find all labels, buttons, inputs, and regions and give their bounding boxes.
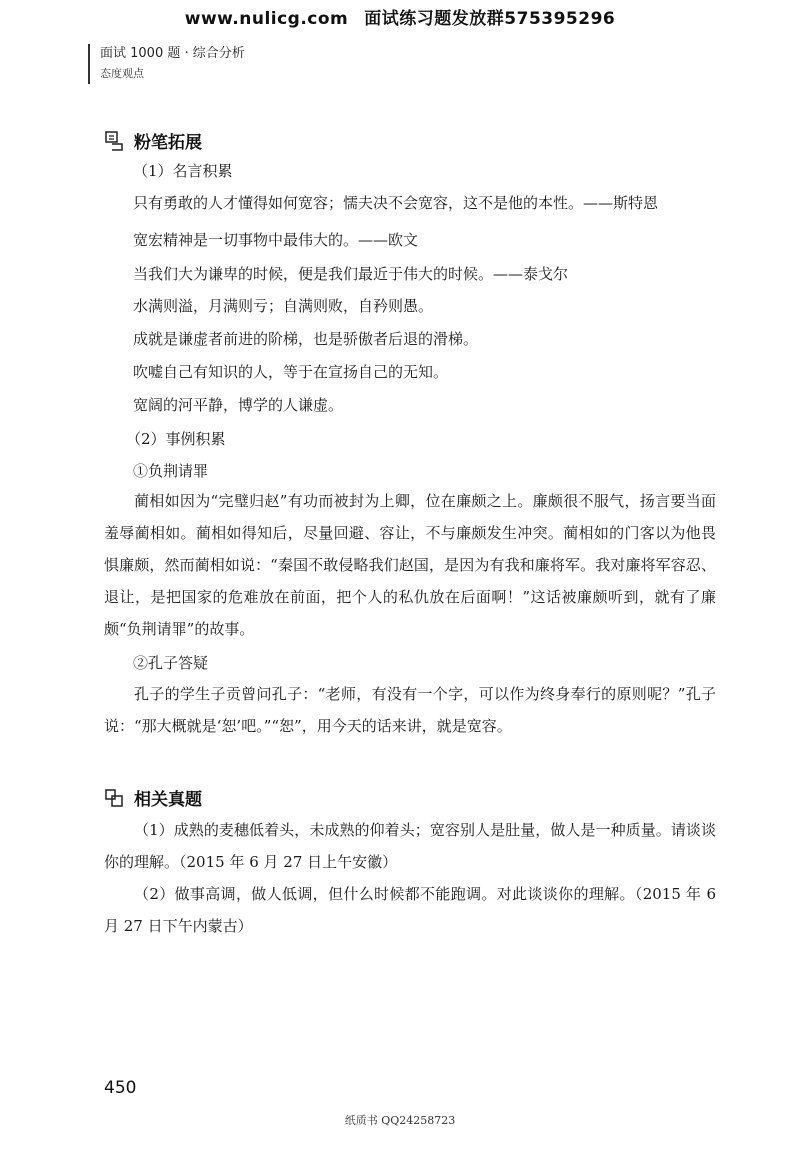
section-heading-extension — [104, 128, 202, 153]
watermark-url: www.nulicg.com — [184, 9, 349, 29]
quote-line: 吹嘘自己有知识的人，等于在宣扬自己的无知。 — [133, 363, 449, 381]
watermark-group: 面试练习题发放群575395296 — [364, 9, 616, 29]
quote-line: 水满则溢，月满则亏；自满则败，自矜则愚。 — [133, 297, 434, 315]
book-title: 面试 1000 题 · 综合分析 — [100, 46, 245, 61]
quote-line: 宽宏精神是一切事物中最伟大的。——欧文 — [133, 231, 419, 249]
quote-line: 当我们大为谦卑的时候，便是我们最近于伟大的时候。——泰戈尔 — [133, 265, 569, 283]
exam-question-2: （2）做事高调，做人低调，但什么时候都不能跑调。对此谈谈你的理解。（2015 年 6 月 27 日下午内蒙古） — [104, 885, 716, 935]
quote-line: 只有勇敢的人才懂得如何宽容；懦夫决不会宽容，这不是他的本性。——斯特恩 — [133, 194, 659, 212]
exam-section-icon — [104, 788, 124, 808]
section-heading-exam — [104, 785, 202, 810]
footer-text: 纸质书 QQ24258723 — [344, 1114, 456, 1127]
case2-title: ②孔子答疑 — [133, 654, 209, 672]
section-title: 粉笔拓展 — [134, 133, 202, 153]
page-number: 450 — [104, 1078, 137, 1098]
cases-heading: （2）事例积累 — [126, 430, 226, 448]
quote-line: 成就是谦虚者前进的阶梯，也是骄傲者后退的滑梯。 — [133, 330, 479, 348]
chalk-section-icon — [104, 130, 124, 152]
section-title: 相关真题 — [134, 790, 202, 810]
case2-paragraph: 孔子的学生子贡曾问孔子：“老师，有没有一个字，可以作为终身奉行的原则呢？”孔子说：“那大概就是‘恕’吧。”“恕”，用今天的话来讲，就是宽容。 — [104, 685, 716, 735]
case1-title: ①负荆请罪 — [133, 462, 209, 480]
running-header — [88, 44, 245, 84]
quotes-heading: （1）名言积累 — [133, 162, 233, 180]
case1-paragraph: 蔺相如因为“完璧归赵”有功而被封为上卿，位在廉颇之上。廉颇很不服气，扬言要当面羞辱蔺相如。蔺相如得知后，尽量回避、容让，不与廉颇发生冲突。蔺相如的门客以为他畏惧廉颇，然而蔺相如说：“秦国不敢侵略我们赵国，是因为有我和廉将军。我对廉将军容忍、退让，是把国家的危难放在前面，把个人的私仇放在后面啊！”这话被廉颇听到，就有了廉颇“负荆请罪”的故事。 — [104, 492, 716, 638]
exam-question-1: （1）成熟的麦穗低着头，未成熟的仰着头；宽容别人是肚量，做人是一种质量。请谈谈你的理解。（2015 年 6 月 27 日上午安徽） — [104, 821, 716, 871]
quote-line: 宽阔的河平静，博学的人谦虚。 — [133, 396, 344, 414]
chapter-title: 态度观点 — [100, 67, 144, 80]
watermark-header — [0, 4, 800, 29]
